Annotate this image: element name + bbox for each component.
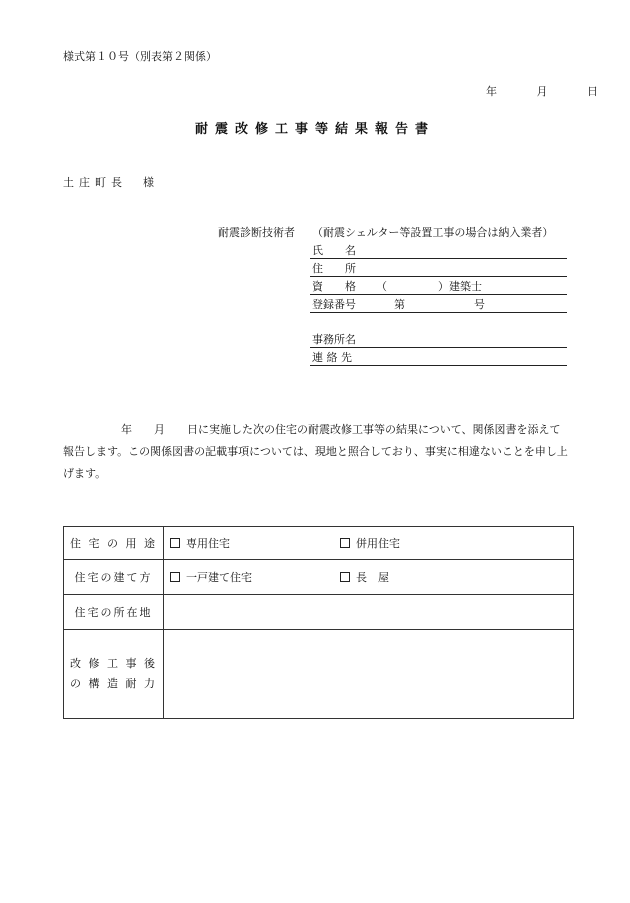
- form-number: 様式第１０号（別表第２関係）: [63, 50, 217, 63]
- checkbox-icon[interactable]: [340, 538, 350, 548]
- date-line: [486, 86, 598, 97]
- name-label: 氏 名: [312, 244, 356, 257]
- checkbox-icon[interactable]: [340, 572, 350, 582]
- date-year: 年: [486, 85, 497, 98]
- build-option-detached[interactable]: 一戸建て住宅: [170, 569, 340, 585]
- table-row: [64, 560, 574, 595]
- date-day: 日: [587, 85, 598, 98]
- date-month: 月: [536, 85, 548, 98]
- usage-label: 住 宅 の 用 途: [64, 527, 164, 560]
- usage-option-combined[interactable]: 併用住宅: [340, 535, 400, 551]
- build-type-label: 住宅の建て方: [64, 560, 164, 595]
- qualification-label: 資 格: [312, 280, 356, 293]
- build-type-options: [164, 560, 574, 595]
- table-row: [64, 595, 574, 630]
- office-field[interactable]: [310, 333, 567, 348]
- address-field[interactable]: [310, 262, 567, 277]
- table-row: [64, 630, 574, 719]
- registration-field[interactable]: [310, 298, 567, 313]
- location-label: 住宅の所在地: [64, 595, 164, 630]
- qualification-close: ）建築士: [438, 280, 482, 293]
- usage-option-dedicated[interactable]: 専用住宅: [170, 535, 340, 551]
- checkbox-icon[interactable]: [170, 538, 180, 548]
- structural-strength-value[interactable]: [164, 630, 574, 719]
- usage-options: [164, 527, 574, 560]
- checkbox-icon[interactable]: [170, 572, 180, 582]
- technician-note: （耐震シェルター等設置工事の場合は納入業者）: [312, 226, 554, 239]
- body-month: 月: [154, 423, 165, 436]
- registration-dai: 第: [394, 298, 405, 311]
- contact-field[interactable]: [310, 351, 567, 366]
- qualification-field[interactable]: [310, 280, 567, 295]
- addressee: 土庄町長 様: [63, 176, 159, 189]
- contact-label: 連 絡 先: [312, 351, 352, 364]
- address-label: 住 所: [312, 262, 356, 275]
- housing-info-table: [63, 526, 574, 719]
- name-field[interactable]: [310, 244, 567, 259]
- build-option-row-house[interactable]: 長 屋: [340, 569, 389, 585]
- report-statement: [63, 419, 571, 485]
- table-row: [64, 527, 574, 560]
- qualification-open: （: [376, 280, 387, 293]
- body-year: 年: [121, 423, 132, 436]
- registration-label: 登録番号: [312, 298, 356, 311]
- body-text: 日に実施した次の住宅の耐震改修工事等の結果について、関係図書を添えて報告します。この関係図書の記載事項については、現地と照合しており、事実に相違ないことを申し上げます。: [63, 423, 568, 480]
- document-title: 耐震改修工事等結果報告書: [194, 122, 435, 137]
- location-value[interactable]: [164, 595, 574, 630]
- registration-go: 号: [474, 298, 485, 311]
- structural-strength-label: 改 修 工 事 後 の 構 造 耐 力: [64, 630, 164, 719]
- technician-label: 耐震診断技術者: [218, 226, 295, 239]
- office-label: 事務所名: [312, 333, 356, 346]
